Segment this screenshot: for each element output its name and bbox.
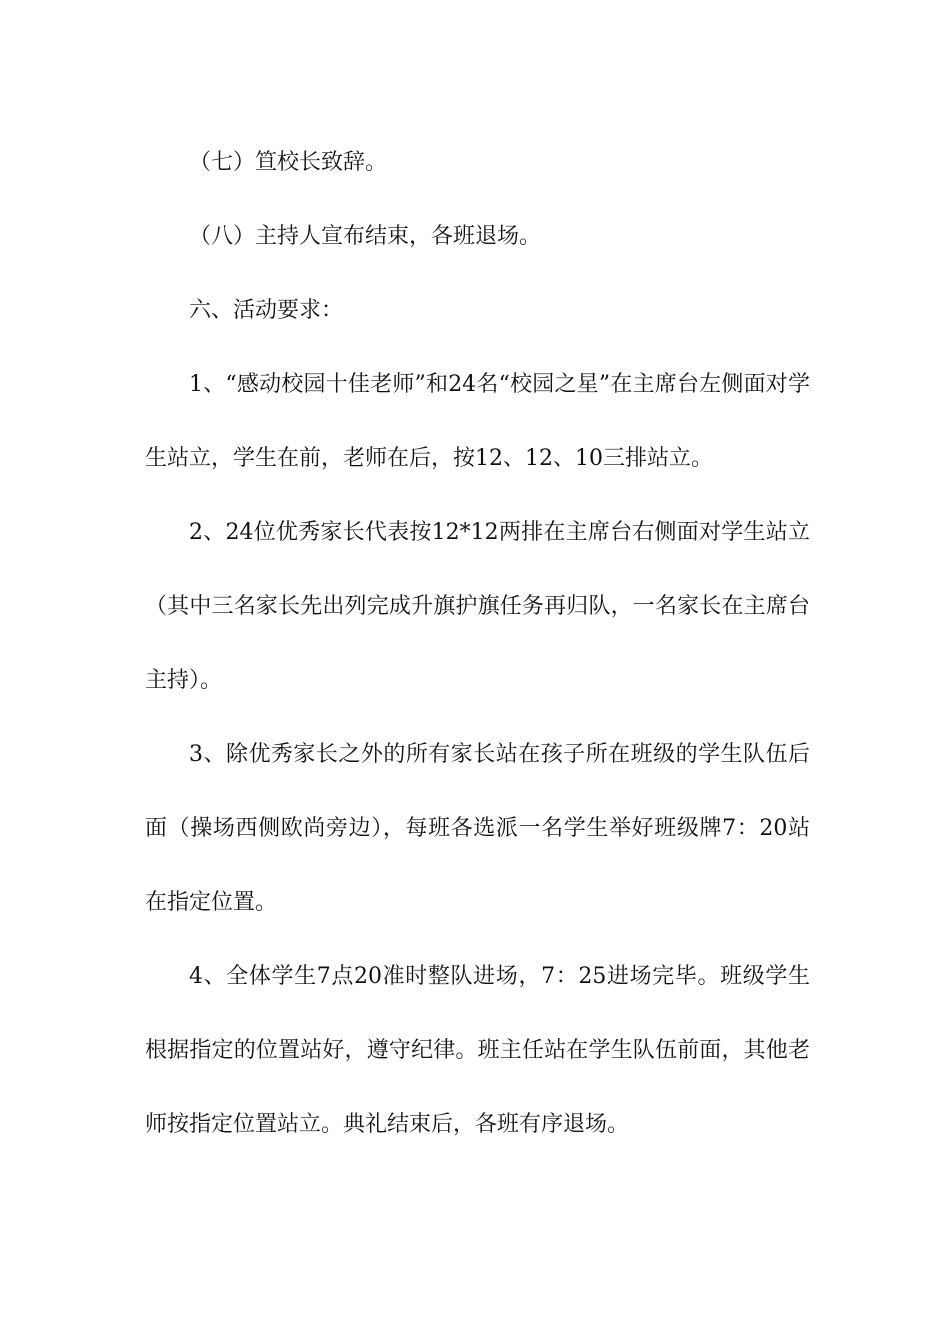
paragraph-requirement-2: 2、24位优秀家长代表按12*12两排在主席台右侧面对学生站立（其中三名家长先出列完成升旗护旗任务再归队，一名家长在主席台主持）。	[145, 520, 810, 693]
paragraph-requirement-3: 3、除优秀家长之外的所有家长站在孩子所在班级的学生队伍后面（操场西侧欧尚旁边），每班各选派一名学生举好班级牌7：20站在指定位置。	[145, 742, 810, 915]
document-body	[145, 126, 810, 1162]
paragraph-requirement-4: 4、全体学生7点20准时整队进场，7：25进场完毕。班级学生根据指定的位置站好，遵守纪律。班主任站在学生队伍前面，其他老师按指定位置站立。典礼结束后，各班有序退场。	[145, 964, 810, 1137]
section-heading-requirements: 六、活动要求：	[189, 298, 344, 323]
paragraph-principal-speech: （七）笪校长致辞。	[189, 150, 388, 175]
paragraph-host-closing: （八）主持人宣布结束，各班退场。	[189, 224, 542, 249]
paragraph-requirement-1: 1、“感动校园十佳老师”和24名“校园之星”在主席台左侧面对学生站立，学生在前，老师在后，按12、12、10三排站立。	[145, 372, 810, 471]
